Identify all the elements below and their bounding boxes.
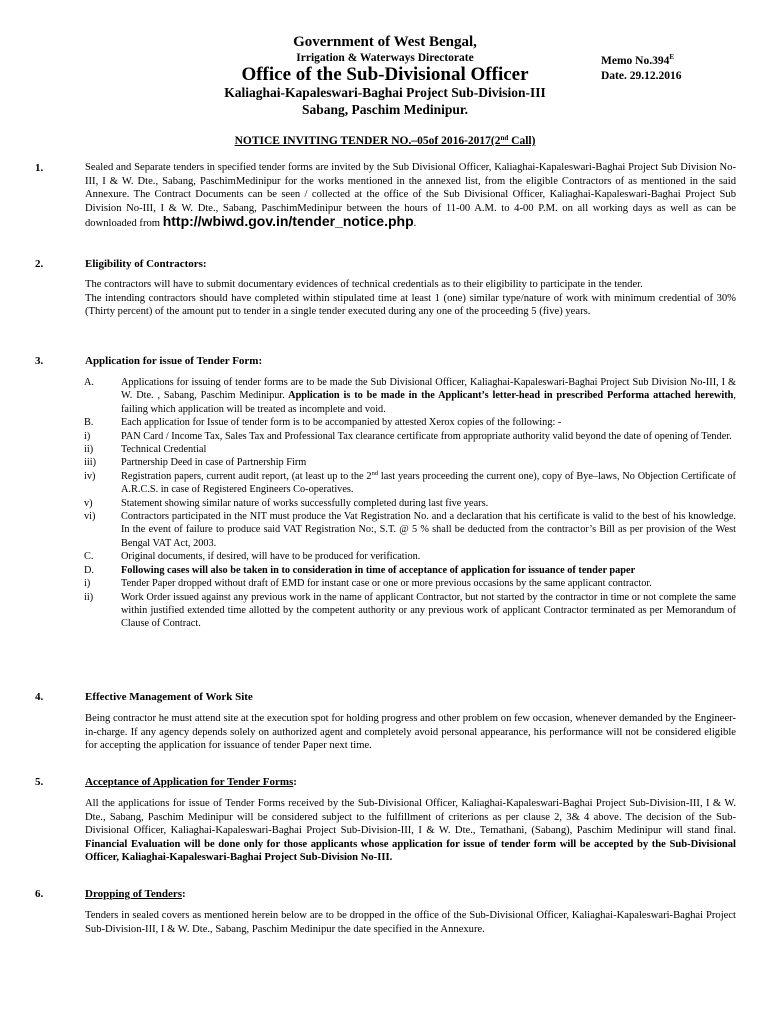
- list-item: C. Original documents, if desired, will have to be produced for verification.: [84, 551, 421, 563]
- notice-title: NOTICE INVITING TENDER NO.–05of 2016-2017(2nd Call): [234, 134, 536, 147]
- project-name: Kaliaghai-Kapaleswari-Baghai Project Sub-Division-III: [224, 85, 546, 100]
- memo-number: Memo $No.394^E$: [601, 53, 675, 67]
- directorate-name: Irrigation & Waterways Directorate: [296, 52, 474, 64]
- list-item: iv) Registration papers, current audit report, (at least up to the 2nd last years proceeding the current one), copy of Bye–laws, No Objection Certificate of A.R.C.S. in case of Registered Engineers Co-operatives.: [84, 469, 736, 496]
- section-4-text: Being contractor he must attend site at the execution spot for holding progress and other problem on few occasion, whenever demanded by the Engineer-in-charge. If any agency depends solely on authorized agent and completely avoid personal appearance, his performance will not be considered eligible for accepting the application for issuance of tender Paper next time.: [85, 713, 736, 752]
- section-6-text: Tenders in sealed covers as mentioned herein below are to be dropped in the office of the Sub-Divisional Officer, Kaliaghai-Kapaleswari-Baghai Project Sub-Division-III, I & W. Dte., Sabang, Paschim Medinipur the date specified in the Annexure.: [85, 910, 736, 935]
- section-4-heading: Effective Management of Work Site: [85, 691, 253, 703]
- government-title: Government of West Bengal,: [293, 34, 477, 50]
- list-item: ii) Technical Credential: [84, 444, 207, 456]
- list-item: iii) Partnership Deed in case of Partnership Firm: [84, 457, 307, 469]
- section-6-number: 6.: [35, 888, 44, 900]
- section-6-heading: Dropping of Tenders:: [85, 888, 186, 900]
- section-5-text: All the applications for issue of Tender Forms received by the Sub-Divisional Officer, Kaliaghai-Kapaleswari-Baghai Project Sub-Division-III, I & W. Dte., Sabang, Paschim Medinipur will be considered subject to the fulfillment of criterions as per clause 2, 3& 4 above. The decision of the Sub-Divisional Officer, Kaliaghai-Kapaleswari-Baghai Project Sub-Division-III, I & W. Dte., Temathani, (Sabang), Paschim Medinipur will stand final. Financial Evaluation will be done only for those applicants whose application for issue of tender form will be accepted by the Sub-Divisional Officer, Kaliaghai-Kapaleswari-Baghai Project Sub-Division No-III.: [85, 798, 736, 864]
- memo-date: Date. 29.12.2016: [601, 70, 682, 82]
- list-item: B. Each application for Issue of tender form is to be accompanied by attested Xerox copies of the following: -: [84, 417, 562, 429]
- list-item: i) PAN Card / Income Tax, Sales Tax and Professional Tax clearance certificate from appropriate authority valid beyond the date of opening of Tender.: [84, 430, 732, 442]
- office-title: Office of the Sub-Divisional Officer: [241, 64, 529, 85]
- list-item: i) Tender Paper dropped without draft of EMD for instant case or one or more previous occasions by the same applicant contractor.: [84, 578, 652, 590]
- list-item: v) Statement showing similar nature of works successfully completed during last five years.: [84, 497, 489, 509]
- list-item: ii) Work Order issued against any previous work in the name of applicant Contractor, but not started by the contractor in time or not complete the same within justified extended time allotted by the competent authority or any previous work of applicant Contractor terminated as per Memorandum of Clause of Contract.: [84, 591, 736, 630]
- list-item: A. Applications for issuing of tender forms are to be made the Sub Divisional Officer, Kaliaghai-Kapaleswari-Baghai Project Sub Division No-III, I & W. Dte. , Sabang, Paschim Medinipur. Application is to be made in the Applicant’s letter-head in prescribed Performa attached herewith, failing which application will be treated as incomplete and void.: [84, 377, 736, 415]
- office-location: Sabang, Paschim Medinipur.: [301, 102, 469, 117]
- section-1-number: 1.: [35, 162, 44, 174]
- section-2-number: 2.: [35, 258, 44, 270]
- section-2-heading: Eligibility of Contractors:: [85, 258, 207, 270]
- section-5-heading: Acceptance of Application for Tender Forms:: [85, 776, 297, 788]
- section-3-heading: Application for issue of Tender Form:: [85, 355, 263, 367]
- tender-notice-link[interactable]: http://wbiwd.gov.in/tender_notice.php: [162, 213, 414, 230]
- section-5-number: 5.: [35, 776, 44, 788]
- list-item: D. Following cases will also be taken in to consideration in time of acceptance of application for issuance of tender paper: [84, 564, 636, 576]
- section-3-number: 3.: [35, 355, 44, 367]
- section-1-text: Sealed and Separate tenders in specified tender forms are invited by the Sub Divisional Officer, Kaliaghai-Kapaleswari-Baghai Project Sub Division No-III, I & W. Dte., Sabang, PaschimMedinipur for the works mentioned in the annexed list, from the eligible Contractors of as mentioned in the said Annexure. The Contract Documents can be seen / collected at the office of the Sub Divisional Officer, Kaliaghai-Kapaleswari-Baghai Project Sub Division No-III, I & W. Dte., Sabang, PaschimMedinipur between the hours of 11-00 A.M. to 4-00 P.M. on all working days as well as can be downloaded from http://wbiwd.gov.in/tender_notice.php.: [85, 162, 736, 230]
- list-item: vi) Contractors participated in the NIT must produce the Vat Registration No. and a declaration that his certificate is valid to the best of his knowledge. In the event of failure to produce said VAT Registration No:, S.T. @ 5 % shall be deducted from the contractor’s Bill as per provision of the West Bengal VAT Act, 2003.: [84, 511, 736, 549]
- section-2-text: The contractors will have to submit documentary evidences of technical credentials as to their eligibility to participate in the tender. The intending contractors should have completed within stipulated time at least 1 (one) similar type/nature of work with minimum credential of 30% (Thirty percent) of the amount put to tender in a single tender executed during any one of the proceeding 5 (five) years.: [85, 279, 736, 318]
- section-4-number: 4.: [35, 691, 44, 703]
- section-3-list: [84, 376, 736, 631]
